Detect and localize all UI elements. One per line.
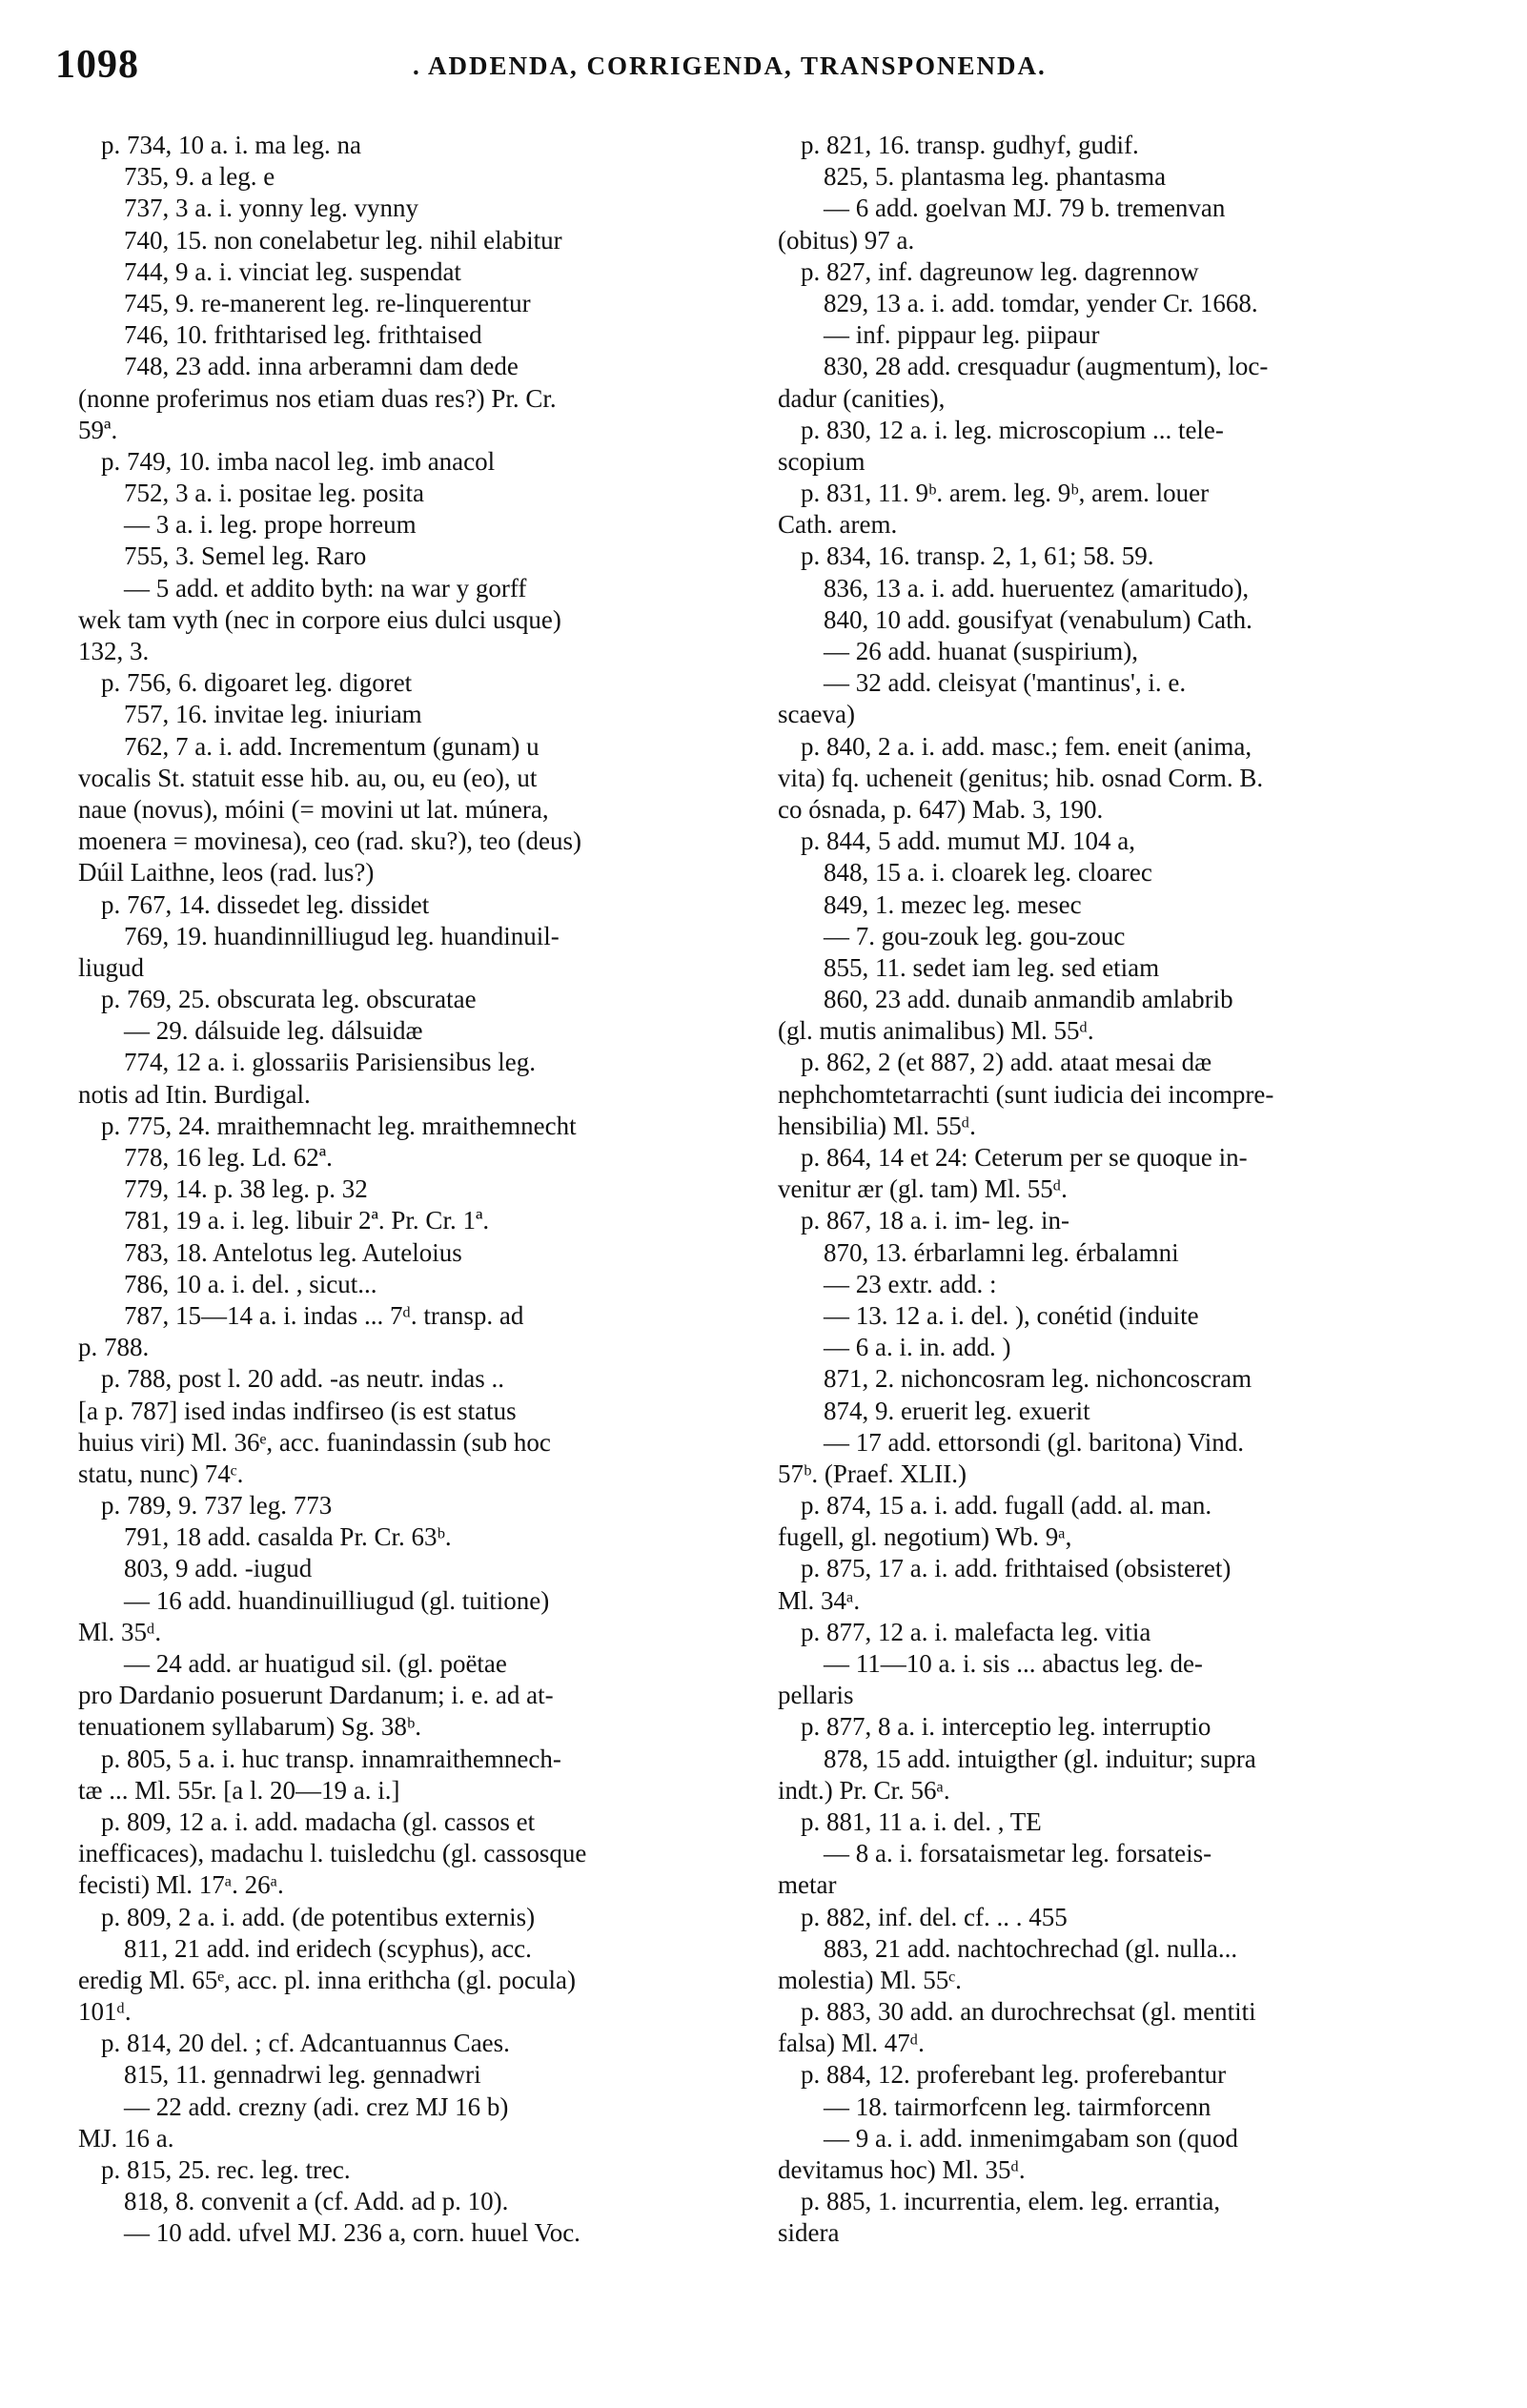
text-line: 871, 2. nichoncosram leg. nichoncoscram (824, 1364, 1252, 1394)
text-line: wek tam vyth (nec in corpore eius dulci usque) (78, 604, 561, 634)
text-line: p. 877, 8 a. i. interceptio leg. interruptio (801, 1712, 1211, 1742)
text-line: 745, 9. re-manerent leg. re-linquerentur (124, 288, 531, 317)
text-line: p. 767, 14. dissedet leg. dissidet (101, 889, 430, 919)
text-line: 825, 5. plantasma leg. phantasma (824, 162, 1167, 192)
text-line: p. 840, 2 a. i. add. masc.; fem. eneit (anima, (801, 731, 1252, 761)
text-line: 779, 14. p. 38 leg. p. 32 (124, 1174, 368, 1204)
text-line: 735, 9. a leg. e (124, 162, 275, 192)
running-title: . ADDENDA, CORRIGENDA, TRANSPONENDA. (413, 51, 1047, 80)
text-line: tæ ... Ml. 55r. [a l. 20—19 a. i.] (78, 1775, 400, 1805)
text-line: p. 788. (78, 1333, 150, 1362)
text-line: 860, 23 add. dunaib anmandib amlabrib (824, 985, 1233, 1014)
text-line: p. 815, 25. rec. leg. trec. (101, 2155, 351, 2184)
page-number: 1098 (55, 43, 139, 87)
text-line: fecisti) Ml. 17ᵃ. 26ᵃ. (78, 1870, 284, 1900)
text-line: 870, 13. érbarlamni leg. érbalamni (824, 1237, 1179, 1267)
text-line: [a p. 787] ised indas indfirseo (is est status (78, 1396, 517, 1425)
text-line: 783, 18. Antelotus leg. Auteloius (124, 1237, 462, 1267)
text-line: p. 885, 1. incurrentia, elem. leg. errantia, (801, 2187, 1221, 2216)
text-line: 757, 16. invitae leg. iniuriam (124, 700, 422, 729)
text-line: moenera = movinesa), ceo (rad. sku?), teo (deus) (78, 826, 582, 856)
text-line: p. 830, 12 a. i. leg. microscopium ... tele- (801, 415, 1224, 444)
text-line: 781, 19 a. i. leg. libuir 2ª. Pr. Cr. 1ª. (124, 1206, 490, 1235)
text-line: p. 749, 10. imba nacol leg. imb anacol (101, 446, 496, 476)
text-line: dadur (canities), (778, 383, 946, 413)
text-line: Cath. arem. (778, 510, 898, 540)
text-line: 830, 28 add. cresquadur (augmentum), loc- (824, 352, 1269, 381)
text-line: 132, 3. (78, 637, 150, 665)
text-line: p. 775, 24. mraithemnacht leg. mraithemnecht (101, 1111, 577, 1140)
text-line: 737, 3 a. i. yonny leg. vynny (124, 194, 418, 223)
page-header (55, 42, 1466, 99)
text-line: p. 862, 2 (et 887, 2) add. ataat mesai dæ (801, 1048, 1212, 1077)
text-line: falsa) Ml. 47ᵈ. (778, 2029, 925, 2058)
text-line: scopium (778, 446, 865, 476)
text-line: p. 827, inf. dagreunow leg. dagrennow (801, 256, 1199, 286)
text-line: — 32 add. cleisyat ('mantinus', i. e. (824, 668, 1187, 698)
text-line: p. 877, 12 a. i. malefacta leg. vitia (801, 1617, 1151, 1646)
text-line: — 26 add. huanat (suspirium), (824, 637, 1138, 665)
text-line: notis ad Itin. Burdigal. (78, 1079, 311, 1109)
text-line: 746, 10. frithtarised leg. frithtaised (124, 320, 482, 350)
text-line: p. 769, 25. obscurata leg. obscuratae (101, 985, 477, 1014)
text-line: p. 882, inf. del. cf. .. . 455 (801, 1902, 1068, 1931)
text-line: — 29. dálsuide leg. dálsuidæ (124, 1016, 423, 1046)
text-line: 59ª. (78, 415, 118, 444)
text-line: sidera (778, 2218, 840, 2248)
text-line: 101ᵈ. (78, 1997, 132, 2027)
text-line: tenuationem syllabarum) Sg. 38ᵇ. (78, 1712, 422, 1742)
text-line: pro Dardanio posuerunt Dardanum; i. e. ad at- (78, 1681, 554, 1710)
text-line: 787, 15—14 a. i. indas ... 7ᵈ. transp. ad (124, 1300, 524, 1330)
text-line: — 5 add. et addito byth: na war y gorff (124, 573, 527, 602)
text-line: p. 884, 12. proferebant leg. proferebantur (801, 2060, 1227, 2090)
text-line: 874, 9. eruerit leg. exuerit (824, 1396, 1090, 1425)
text-line: eredig Ml. 65ᵉ, acc. pl. inna erithcha (gl. pocula) (78, 1965, 576, 1994)
text-line: — 6 a. i. in. add. ) (824, 1333, 1011, 1362)
text-line: (gl. mutis animalibus) Ml. 55ᵈ. (778, 1016, 1094, 1046)
text-line: — 23 extr. add. : (824, 1269, 997, 1298)
text-line: (nonne proferimus nos etiam duas res?) Pr. Cr. (78, 383, 557, 413)
text-line: p. 881, 11 a. i. del. , TE (801, 1806, 1042, 1836)
text-line: p. 814, 20 del. ; cf. Adcantuannus Caes. (101, 2029, 510, 2058)
text-line: p. 875, 17 a. i. add. frithtaised (obsisteret) (801, 1554, 1232, 1583)
text-line: 836, 13 a. i. add. hueruentez (amaritudo), (824, 573, 1250, 602)
text-line: Dúil Laithne, leos (rad. lus?) (78, 858, 375, 888)
text-line: p. 756, 6. digoaret leg. digoret (101, 668, 413, 698)
text-line: 774, 12 a. i. glossariis Parisiensibus leg. (124, 1048, 536, 1077)
text-line: hensibilia) Ml. 55ᵈ. (778, 1111, 976, 1140)
text-line: p. 788, post l. 20 add. -as neutr. indas .. (101, 1364, 504, 1394)
text-line: p. 789, 9. 737 leg. 773 (101, 1491, 333, 1520)
text-line: — 8 a. i. forsataismetar leg. forsateis- (824, 1839, 1212, 1868)
text-line: p. 734, 10 a. i. ma leg. na (101, 131, 361, 159)
text-line: — 17 add. ettorsondi (gl. baritona) Vind. (824, 1427, 1245, 1457)
text-line: liugud (78, 952, 145, 982)
text-line: — 11—10 a. i. sis ... abactus leg. de- (824, 1649, 1203, 1678)
text-line: 829, 13 a. i. add. tomdar, yender Cr. 1668. (824, 288, 1258, 317)
text-line: p. 834, 16. transp. 2, 1, 61; 58. 59. (801, 541, 1154, 571)
text-line: — 16 add. huandinuilliugud (gl. tuitione) (124, 1585, 550, 1615)
text-line: p. 809, 2 a. i. add. (de potentibus externis) (101, 1902, 536, 1931)
text-line: huius viri) Ml. 36ᵉ, acc. fuanindassin (sub hoc (78, 1427, 551, 1457)
text-line: nephchomtetarrachti (sunt iudicia dei incompre- (778, 1079, 1274, 1109)
text-line: 791, 18 add. casalda Pr. Cr. 63ᵇ. (124, 1522, 452, 1552)
text-line: 815, 11. gennadrwi leg. gennadwri (124, 2060, 481, 2090)
text-line: statu, nunc) 74ᶜ. (78, 1459, 244, 1488)
text-line: p. 831, 11. 9ᵇ. arem. leg. 9ᵇ, arem. louer (801, 479, 1210, 508)
text-line: MJ. 16 a. (78, 2123, 174, 2153)
text-line: 744, 9 a. i. vinciat leg. suspendat (124, 256, 461, 286)
text-line: 769, 19. huandinnilliugud leg. huandinuil- (124, 921, 560, 950)
text-line: scaeva) (778, 700, 855, 729)
text-line: devitamus hoc) Ml. 35ᵈ. (778, 2155, 1026, 2184)
text-line: p. 867, 18 a. i. im- leg. in- (801, 1206, 1069, 1235)
text-line: 883, 21 add. nachtochrechad (gl. nulla... (824, 1933, 1238, 1963)
text-line: vita) fq. ucheneit (genitus; hib. osnad Corm. B. (778, 763, 1264, 792)
text-line: molestia) Ml. 55ᶜ. (778, 1965, 962, 1994)
left-column (78, 130, 745, 2250)
text-line: naue (novus), móini (= movini ut lat. múnera, (78, 794, 549, 824)
text-line: p. 874, 15 a. i. add. fugall (add. al. man. (801, 1491, 1212, 1520)
text-line: 849, 1. mezec leg. mesec (824, 889, 1082, 919)
text-line: indt.) Pr. Cr. 56ᵃ. (778, 1775, 950, 1805)
text-line: — 24 add. ar huatigud sil. (gl. poëtae (124, 1649, 507, 1678)
text-line: pellaris (778, 1681, 854, 1710)
text-line: — 3 a. i. leg. prope horreum (124, 510, 417, 540)
text-line: — inf. pippaur leg. piipaur (824, 320, 1100, 350)
text-line: 840, 10 add. gousifyat (venabulum) Cath. (824, 604, 1252, 634)
text-line: fugell, gl. negotium) Wb. 9ᵃ, (778, 1522, 1072, 1552)
text-line: — 13. 12 a. i. del. ), conétid (induite (824, 1300, 1199, 1330)
text-line: 57ᵇ. (Praef. XLII.) (778, 1459, 967, 1488)
text-line: p. 809, 12 a. i. add. madacha (gl. cassos et (101, 1806, 536, 1836)
text-line: 748, 23 add. inna arberamni dam dede (124, 352, 519, 381)
right-column (778, 130, 1466, 2250)
text-line: p. 821, 16. transp. gudhyf, gudif. (801, 131, 1139, 159)
text-line: 755, 3. Semel leg. Raro (124, 541, 367, 571)
text-line: 762, 7 a. i. add. Incrementum (gunam) u (124, 731, 540, 761)
text-line: metar (778, 1870, 837, 1900)
text-line: co ósnada, p. 647) Mab. 3, 190. (778, 794, 1104, 824)
text-line: 848, 15 a. i. cloarek leg. cloarec (824, 858, 1152, 888)
text-line: 811, 21 add. ind eridech (scyphus), acc. (124, 1933, 532, 1963)
text-line: p. 844, 5 add. mumut MJ. 104 a, (801, 826, 1135, 856)
text-line: — 10 add. ufvel MJ. 236 a, corn. huuel Voc. (124, 2218, 580, 2248)
text-line: 778, 16 leg. Ld. 62ª. (124, 1143, 333, 1172)
text-line: (obitus) 97 a. (778, 225, 915, 255)
text-line: vocalis St. statuit esse hib. au, ou, eu (eo), ut (78, 763, 538, 792)
text-line: — 9 a. i. add. inmenimgabam son (quod (824, 2123, 1238, 2153)
text-line: 786, 10 a. i. del. , sicut... (124, 1269, 377, 1298)
text-line: 740, 15. non conelabetur leg. nihil elabitur (124, 225, 562, 255)
text-line: 818, 8. convenit a (cf. Add. ad p. 10). (124, 2187, 509, 2216)
text-line: Ml. 34ᵃ. (778, 1585, 861, 1615)
text-line: 855, 11. sedet iam leg. sed etiam (824, 952, 1160, 982)
text-line: venitur ær (gl. tam) Ml. 55ᵈ. (778, 1174, 1068, 1204)
text-line: 752, 3 a. i. positae leg. posita (124, 479, 424, 508)
text-line: p. 805, 5 a. i. huc transp. innamraithemnech- (101, 1744, 561, 1773)
text-line: p. 864, 14 et 24: Ceterum per se quoque in- (801, 1143, 1248, 1172)
text-line: 878, 15 add. intuigther (gl. induitur; supra (824, 1744, 1256, 1773)
text-line: p. 883, 30 add. an durochrechsat (gl. mentiti (801, 1997, 1256, 2027)
text-line: Ml. 35ᵈ. (78, 1617, 162, 1646)
text-line: inefficaces), madachu l. tuisledchu (gl. cassosque (78, 1839, 587, 1868)
text-line: — 6 add. goelvan MJ. 79 b. tremenvan (824, 194, 1226, 223)
text-line: — 22 add. crezny (adi. crez MJ 16 b) (124, 2092, 509, 2121)
text-line: 803, 9 add. -iugud (124, 1554, 313, 1583)
text-line: — 18. tairmorfcenn leg. tairmforcenn (824, 2092, 1211, 2121)
text-line: — 7. gou-zouk leg. gou-zouc (824, 921, 1126, 950)
